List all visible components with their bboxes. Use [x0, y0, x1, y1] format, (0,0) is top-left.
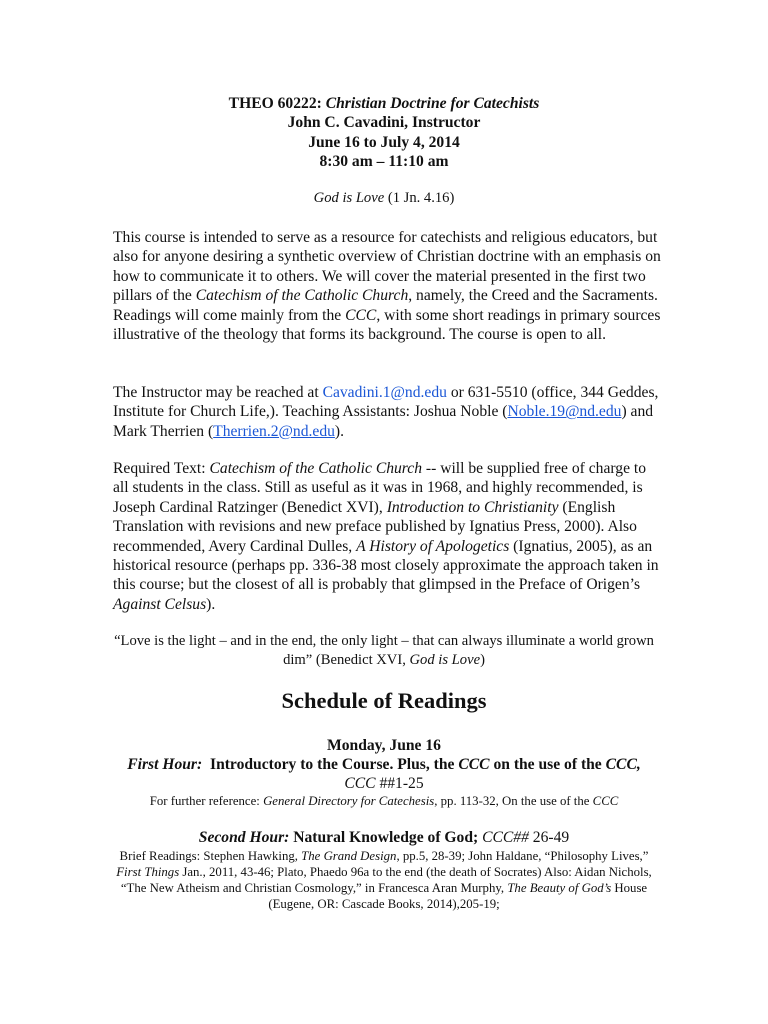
texts-text: (Ignatius, 2005), as an historical resource (perhaps pp. 336-38 most closely approximate the approach taken in this course; but the closest of all is probably that glimpsed in the Preface of Origen’s — [113, 537, 659, 594]
first-hour-label: First Hour: — [127, 756, 203, 773]
brief-text: House (Eugene, OR: Cascade Books, 2014),205-19; — [268, 881, 648, 911]
instructor-email-link[interactable]: Cavadini.1@nd.edu — [322, 384, 447, 401]
description-text: , with some short readings in primary sources illustrative of the theology that forms its background. The course is open to all. — [113, 306, 661, 344]
texts-text: Required Text: — [113, 460, 210, 477]
ccc-abbrev: CCC — [345, 306, 377, 324]
course-description — [113, 228, 661, 344]
quote-source: God is Love — [409, 652, 481, 668]
contact-text: or 631-5510 (office, 344 Geddes, Institute for Church Life,). Teaching Assistants: Joshua Noble ( — [113, 384, 659, 421]
epigraph-citation: (1 Jn. 4.16) — [384, 190, 455, 206]
description-text: , namely, the Creed and the Sacraments. Readings will come mainly from the — [113, 287, 658, 324]
ratzinger-book-title: Introduction to Christianity — [386, 498, 559, 516]
schedule-day: Monday, June 16 — [327, 737, 441, 754]
brief-readings — [113, 848, 655, 912]
contact-info — [113, 383, 661, 441]
origen-book-title: Against Celsus — [113, 595, 207, 613]
ccc-abbrev: CCC — [592, 794, 619, 808]
reference-numbers: ##1-25 — [375, 775, 424, 792]
schedule-heading: Schedule of Readings — [281, 688, 487, 713]
second-hour-label: Second Hour: — [198, 829, 290, 846]
epigraph-text: God is Love — [313, 190, 385, 206]
gdc-title: General Directory for Catechesis — [263, 794, 435, 808]
further-reference — [0, 793, 768, 809]
ccc-abbrev: CCC — [344, 775, 376, 792]
ta-therrien-email-link[interactable]: Therrien.2@nd.edu — [213, 422, 335, 440]
ta-noble-email-link[interactable]: Noble.19@nd.edu — [507, 403, 622, 421]
first-things-title: First Things — [116, 865, 180, 879]
instructor-name: John C. Cavadini, Instructor — [287, 114, 481, 132]
second-hour-entry — [0, 828, 768, 847]
required-texts — [113, 459, 661, 614]
course-title-line — [0, 94, 768, 113]
texts-text: (English Translation with revisions and new preface published by Ignatius Press, 2000). Also recommended, Avery Cardinal Dulles, — [113, 498, 637, 555]
benedict-quote — [113, 632, 655, 670]
grand-design-title: The Grand Design — [301, 849, 397, 863]
contact-text: The Instructor may be reached at — [113, 384, 323, 401]
course-dates: June 16 to July 4, 2014 — [308, 133, 460, 151]
ccc-abbrev: CCC## — [482, 829, 529, 846]
beauty-of-god-title: The Beauty of God’s — [507, 881, 612, 895]
course-time: 8:30 am – 11:10 am — [319, 153, 449, 171]
catechism-title: Catechism of the Catholic Church — [195, 287, 409, 305]
brief-text: Brief Readings: Stephen Hawking, — [119, 849, 302, 863]
brief-text: , pp.5, 28-39; John Haldane, “Philosophy Lives,” — [396, 849, 649, 863]
contact-text: ). — [334, 422, 345, 440]
ccc-abbrev: CCC — [458, 756, 490, 773]
description-text: This course is intended to serve as a resource for catechists and religious educators, but also for anyone desiring a synthetic overview of Christian doctrine with an emphasis on how to communicate it to others. We will cover the material presented in the first two pillars of the — [113, 229, 661, 305]
texts-text: ). — [206, 595, 216, 613]
second-hour-topic: Natural Knowledge of God; — [289, 829, 483, 846]
ccc-abbrev: CCC, — [605, 756, 641, 773]
epigraph — [0, 189, 768, 208]
first-hour-reference — [0, 774, 768, 793]
texts-text: -- will be supplied free of charge to all students in the class. Still as useful as it was in 1968, and highly recommended, is Joseph Cardinal Ratzinger (Benedict XVI), — [113, 460, 647, 516]
course-title: Christian Doctrine for Catechists — [325, 95, 540, 112]
first-hour-topic-text: on the use of the — [489, 756, 606, 773]
contact-text: ) and Mark Therrien ( — [113, 403, 654, 440]
brief-text: Jan., 2011, 43-46; Plato, Phaedo 96a to the end (the death of Socrates) Also: Aidan Nichols, “The New Atheism and Christian Cosmology,” in Francesca Aran Murphy, — [120, 865, 652, 895]
quote-text: “Love is the light – and in the end, the only light – that can always illuminate a world grown dim” (Benedict XVI, — [114, 633, 654, 668]
first-hour-topic-text: Introductory to the Course. Plus, the — [202, 756, 459, 773]
required-text-title: Catechism of the Catholic Church — [209, 460, 423, 477]
further-text: For further reference: — [149, 794, 264, 808]
quote-close: ) — [480, 652, 485, 668]
first-hour-entry — [0, 755, 768, 793]
further-text: , pp. 113-32, On the use of the — [434, 794, 593, 808]
course-header — [0, 94, 768, 172]
reference-numbers: 26-49 — [528, 829, 570, 846]
dulles-book-title: A History of Apologetics — [356, 537, 510, 555]
first-hour-topic — [0, 755, 768, 774]
course-code: THEO 60222: — [228, 95, 322, 112]
